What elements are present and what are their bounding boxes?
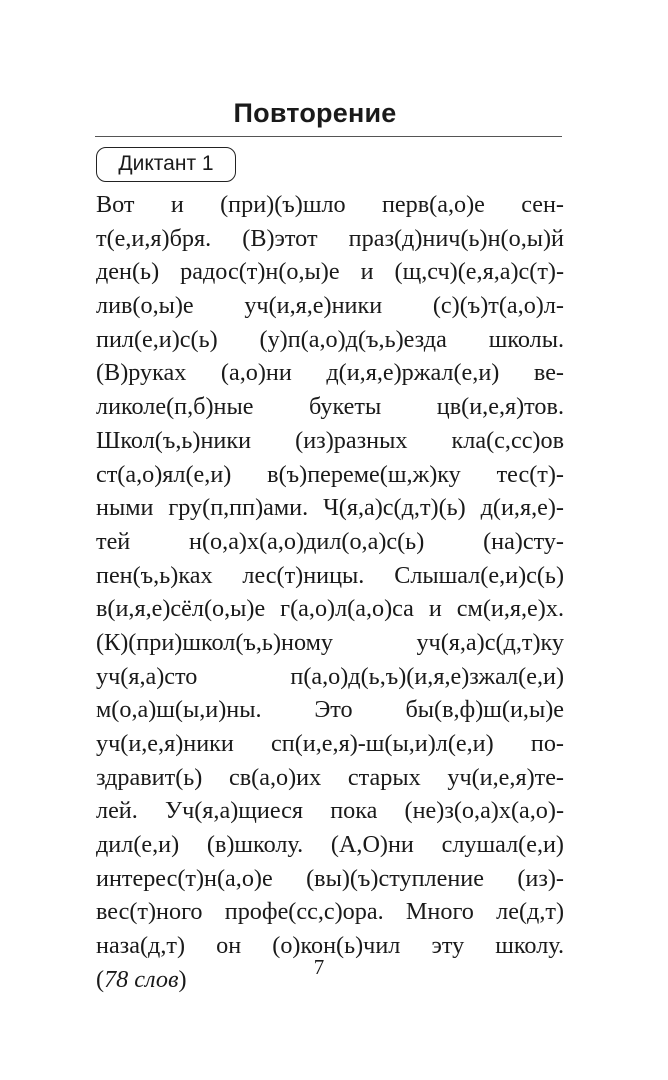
text-line: вес(т)ного профе(сс,с)ора. Много ле(д,т) (96, 898, 564, 926)
dictation-text (96, 188, 564, 997)
text-line: наза(д,т) он (о)кон(ь)чил эту школу. (96, 932, 564, 960)
text-line: м(о,а)ш(ы,и)ны. Это бы(в,ф)ш(и,ы)е (96, 696, 564, 724)
word-count: 78 слов (104, 965, 179, 993)
text-line: ден(ь) радос(т)н(о,ы)е и (щ,сч)(е,я,а)с(т)- (96, 258, 564, 286)
text-line: тей н(о,а)х(а,о)дил(о,а)с(ь) (на)сту- (96, 527, 564, 555)
dictation-badge: Диктант 1 (96, 147, 236, 182)
text-line: (В)руках (а,о)ни д(и,я,е)ржал(е,и) ве- (96, 359, 564, 387)
text-line: уч(я,а)сто п(а,о)д(ь,ъ)(и,я,е)зжал(е,и) (96, 662, 564, 690)
text-line: лив(о,ы)е уч(и,я,е)ники (с)(ъ)т(а,о)л- (96, 292, 564, 320)
text-line: ными гру(п,пп)ами. Ч(я,а)с(д,т)(ь) д(и,я,е)- (96, 494, 564, 522)
text-line: лей. Уч(я,а)щиеся пока (не)з(о,а)х(а,о)- (96, 797, 564, 825)
text-line: здравит(ь) св(а,о)их старых уч(и,е,я)те- (96, 763, 564, 791)
text-line: (К)(при)школ(ъ,ь)ному уч(я,а)с(д,т)ку (96, 628, 564, 656)
text-line: пен(ъ,ь)ках лес(т)ницы. Слышал(е,и)с(ь) (96, 561, 564, 589)
text-line: Вот и (при)(ъ)шло перв(а,о)е сен- (96, 191, 564, 218)
text-line: уч(и,е,я)ники сп(и,е,я)-ш(ы,и)л(е,и) по- (96, 730, 564, 757)
text-line: ликоле(п,б)ные букеты цв(и,е,я)тов. (96, 393, 564, 421)
text-line: интерес(т)н(а,о)е (вы)(ъ)ступление (из)- (96, 864, 564, 892)
text-line: пил(е,и)с(ь) (у)п(а,о)д(ъ,ь)езда школы. (96, 325, 564, 353)
title-divider (95, 136, 562, 137)
text-line: Школ(ъ,ь)ники (из)разных кла(с,сс)ов (96, 426, 564, 454)
word-count-open-paren: ( (96, 965, 105, 993)
section-title: Повторение (233, 98, 397, 128)
text-line: т(е,и,я)бря. (В)этот праз(д)нич(ь)н(о,ы)й (96, 224, 564, 252)
text-line: дил(е,и) (в)школу. (А,О)ни слушал(е,и) (96, 831, 564, 859)
text-line: ст(а,о)ял(е,и) в(ъ)переме(ш,ж)ку тес(т)- (96, 460, 564, 488)
word-count-close-paren: ) (178, 965, 187, 993)
text-line: в(и,я,е)сёл(о,ы)е г(а,о)л(а,о)са и см(и,я,е)х. (96, 595, 564, 623)
page-number: 7 (313, 955, 325, 979)
